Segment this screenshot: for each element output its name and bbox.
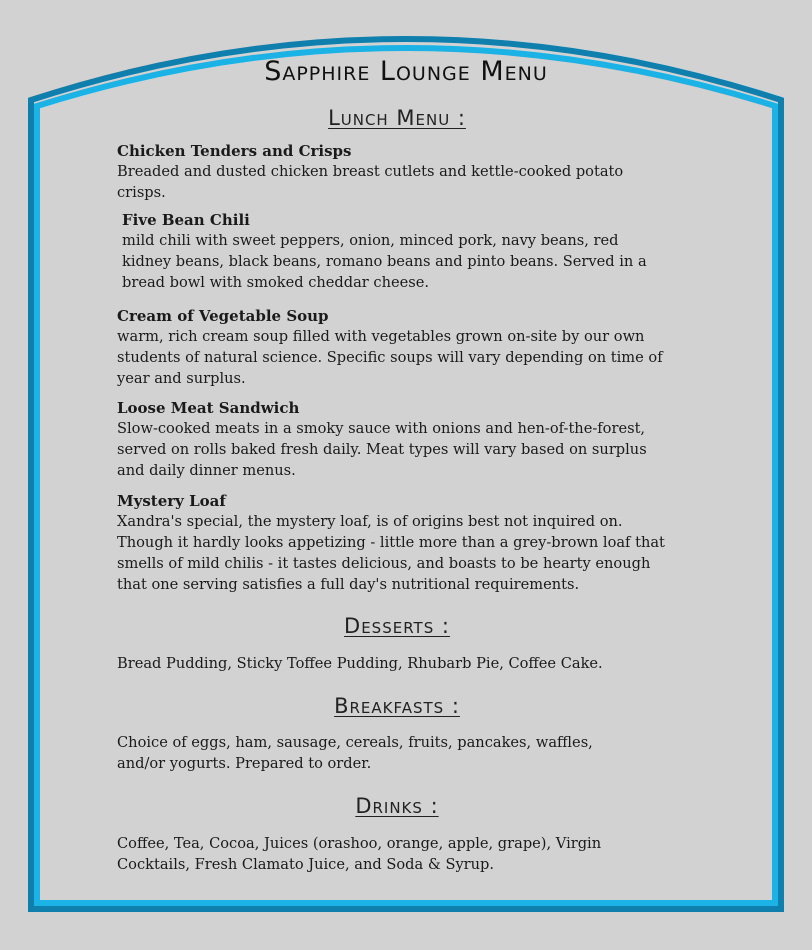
lunch-heading: Lunch Menu : — [328, 106, 466, 130]
item-name: Loose Meat Sandwich — [117, 399, 300, 417]
item-name: Chicken Tenders and Crisps — [117, 142, 352, 160]
item-description: Slow-cooked meats in a smoky sauce with onions and hen-of-the-forest, served on rolls baked fresh daily. Meat types will vary based on surplus and daily dinner menus. — [117, 420, 647, 479]
menu-title: Sapphire Lounge Menu — [264, 56, 548, 87]
menu-item-five-bean-chili — [122, 210, 670, 293]
item-description: Xandra's special, the mystery loaf, is of origins best not inquired on. Though it hardly looks appetizing - little more than a grey-brown loaf that smells of mild chilis - it tastes delicious, and boasts to be hearty enough that one serving satisfies a full day's nutritional requirements. — [117, 513, 665, 593]
menu-item-mystery-loaf — [117, 491, 665, 595]
item-description: warm, rich cream soup filled with vegetables grown on-site by our own students of natural science. Specific soups will vary depending on time of year and surplus. — [117, 328, 663, 387]
desserts-heading: Desserts : — [344, 614, 450, 638]
breakfasts-list: Choice of eggs, ham, sausage, cereals, fruits, pancakes, waffles, and/or yogurts. Prepared to order. — [117, 734, 593, 772]
menu-item-vegetable-soup — [117, 306, 665, 389]
drinks-list: Coffee, Tea, Cocoa, Juices (orashoo, orange, apple, grape), Virgin Cocktails, Fresh Clamato Juice, and Soda & Syrup. — [117, 835, 602, 873]
item-name: Mystery Loaf — [117, 492, 226, 510]
desserts-list: Bread Pudding, Sticky Toffee Pudding, Rhubarb Pie, Coffee Cake. — [117, 655, 603, 672]
item-description: mild chili with sweet peppers, onion, minced pork, navy beans, red kidney beans, black beans, romano beans and pinto beans. Served in a bread bowl with smoked cheddar cheese. — [122, 232, 647, 291]
breakfasts-heading: Breakfasts : — [334, 694, 460, 718]
drinks-heading: Drinks : — [355, 794, 439, 818]
item-name: Cream of Vegetable Soup — [117, 307, 329, 325]
item-name: Five Bean Chili — [122, 211, 250, 229]
menu-item-loose-meat-sandwich — [117, 398, 665, 481]
menu-item-chicken-tenders — [117, 141, 665, 203]
item-description: Breaded and dusted chicken breast cutlets and kettle-cooked potato crisps. — [117, 163, 624, 201]
